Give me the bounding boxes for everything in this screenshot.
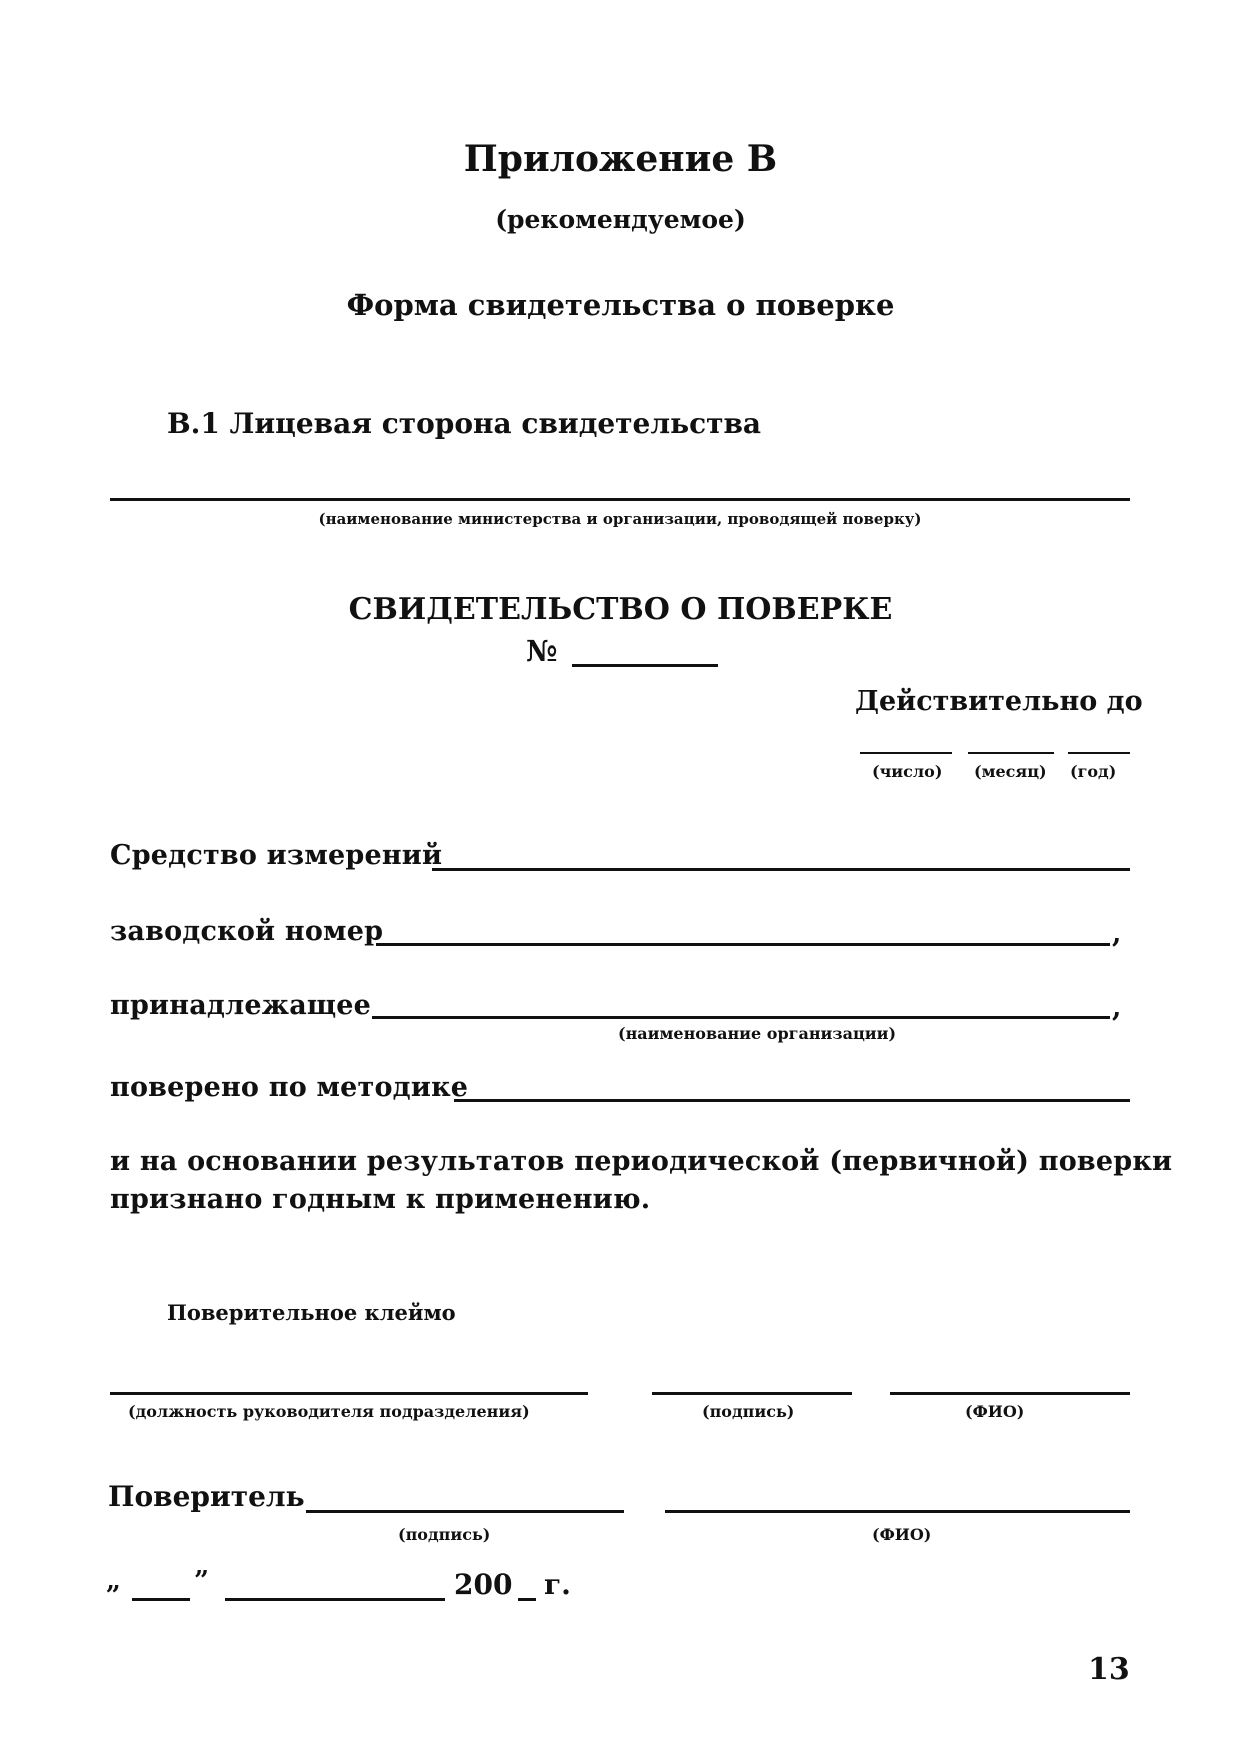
number-line [572,664,718,667]
date-month-line [225,1598,445,1601]
day-line [860,752,952,754]
month-caption: (месяц) [974,762,1047,781]
year-line [1068,752,1130,754]
owner-caption: (наименование организации) [618,1024,897,1043]
stamp-label: Поверительное клеймо [167,1300,456,1325]
date-year-line [518,1598,536,1601]
verifier-label: Поверитель [108,1480,305,1513]
date-day-line [132,1598,190,1601]
date-year-prefix: 200 [454,1568,513,1601]
appendix-title: Приложение В [463,138,778,180]
instrument-line [432,868,1130,871]
page-number: 13 [1088,1652,1130,1687]
date-open-quote: „ [106,1566,121,1596]
section-heading: В.1 Лицевая сторона свидетельства [167,407,762,440]
form-title: Форма свидетельства о поверке [346,288,895,322]
owner-line [372,1016,1110,1019]
date-year-suffix: г. [544,1568,571,1601]
position-line [110,1392,588,1395]
month-line [968,752,1054,754]
method-line [454,1099,1130,1102]
ministry-line [110,498,1130,501]
position-caption: (должность руководителя подразделения) [128,1402,530,1421]
verifier-name-caption: (ФИО) [872,1525,932,1544]
verifier-signature-line [306,1510,624,1513]
serial-label: заводской номер [110,916,384,947]
head-name-line [890,1392,1130,1395]
ministry-caption: (наименование министерства и организации, проводящей поверку) [318,510,922,528]
conclusion-line-1: и на основании результатов периодической (первичной) поверки [110,1146,1173,1177]
number-label: № [526,634,558,668]
day-caption: (число) [872,762,943,781]
serial-comma: , [1112,918,1122,949]
certificate-title: СВИДЕТЕЛЬСТВО О ПОВЕРКЕ [348,592,893,627]
date-close-quote: ” [194,1566,209,1596]
validity-label: Действительно до [855,686,1143,717]
year-caption: (год) [1070,762,1117,781]
instrument-label: Средство измерений [110,840,443,871]
conclusion-line-2: признано годным к применению. [110,1184,651,1215]
serial-line [376,943,1110,946]
verifier-signature-caption: (подпись) [398,1525,491,1544]
head-signature-caption: (подпись) [702,1402,795,1421]
head-name-caption: (ФИО) [965,1402,1025,1421]
owner-comma: , [1112,992,1122,1023]
appendix-subtitle: (рекомендуемое) [495,205,746,234]
method-label: поверено по методике [110,1072,469,1103]
verifier-name-line [665,1510,1130,1513]
owner-label: принадлежащее [110,990,372,1021]
head-signature-line [652,1392,852,1395]
